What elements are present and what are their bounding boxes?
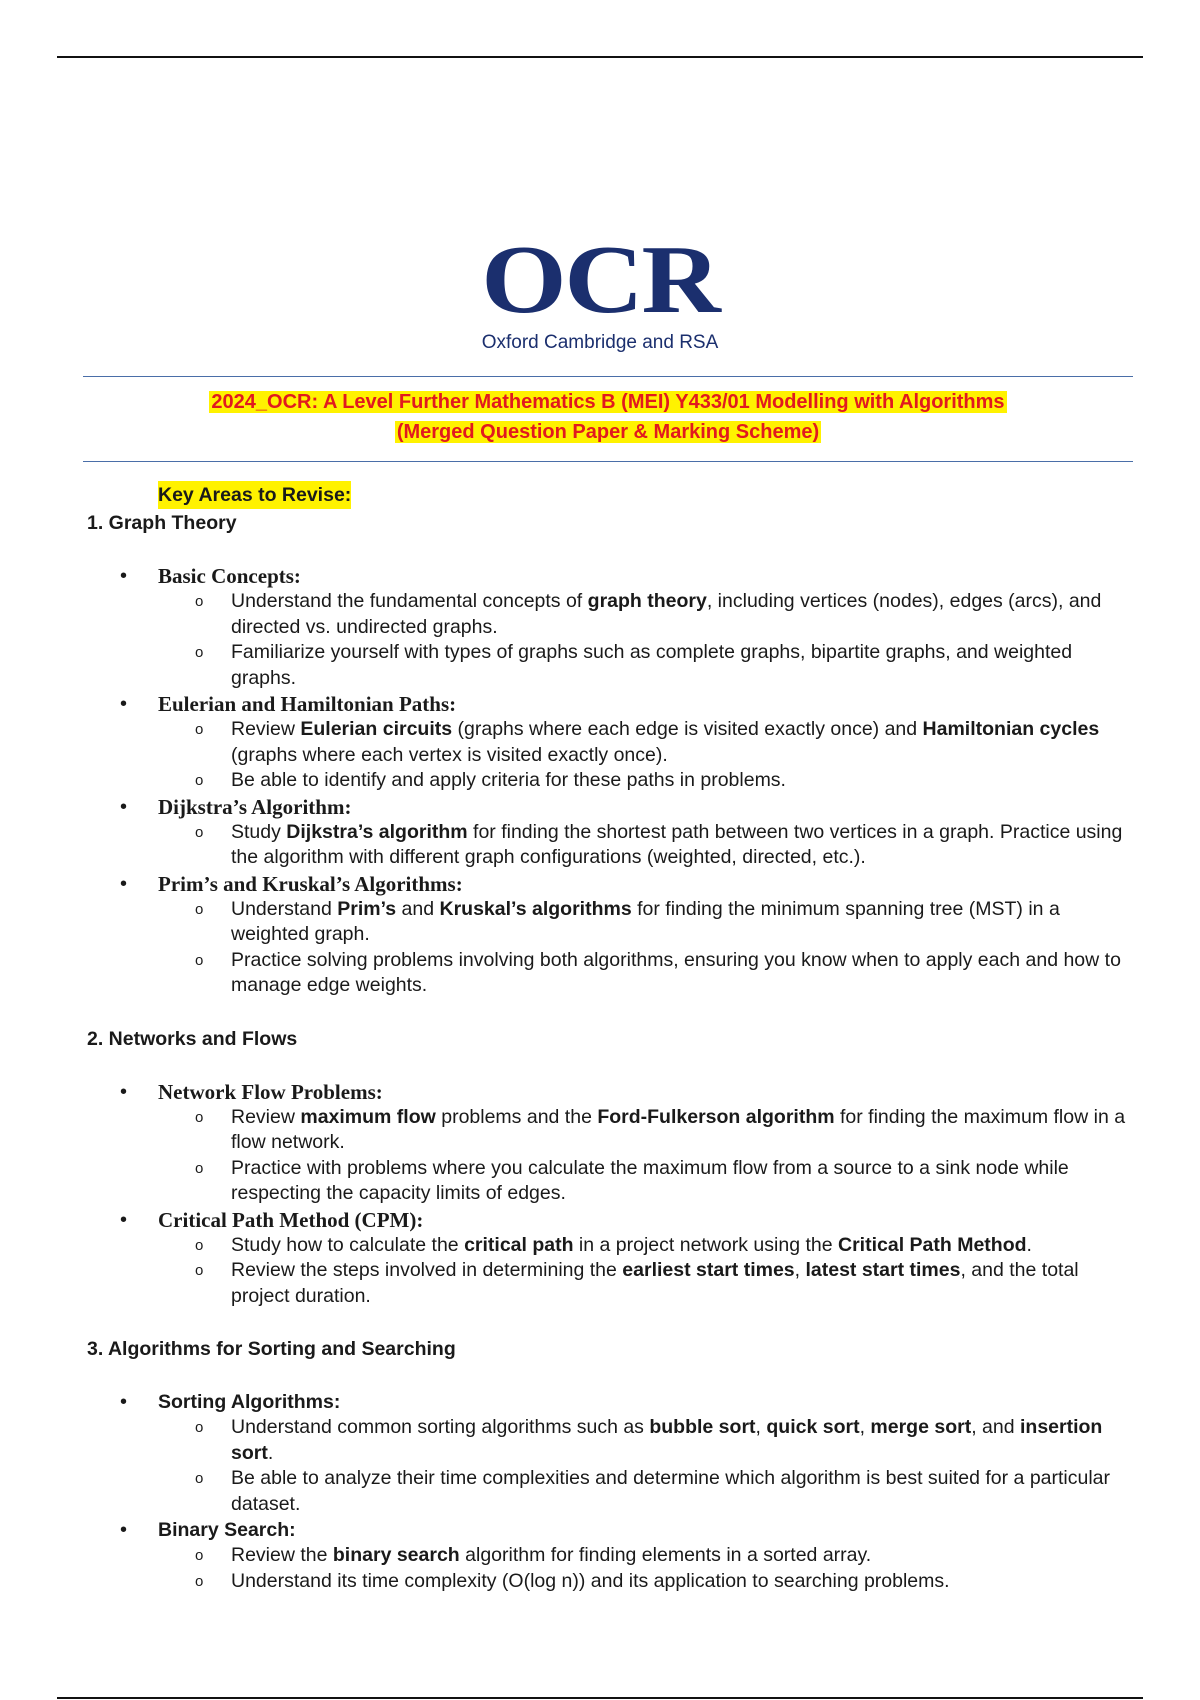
subpoint-text: Review the	[231, 1544, 333, 1566]
topic-item	[87, 1207, 1137, 1310]
subpoint-text: ,	[859, 1416, 871, 1438]
subpoint	[158, 820, 1137, 871]
title-rule-top	[83, 376, 1133, 377]
topic-title-text: Critical Path Method (CPM)	[158, 1207, 417, 1232]
topic-item	[87, 563, 1137, 691]
subpoint-text: in a project network using the	[573, 1233, 838, 1256]
subpoint	[158, 1105, 1137, 1156]
subpoint-text: for finding the shortest path between two vertices in a graph. Practice using the algorithm with different graph configurations (weighted, directed, etc.).	[231, 820, 1123, 868]
bottom-rule	[57, 1697, 1143, 1699]
topic-title: • Dijkstra’s Algorithm:	[158, 794, 352, 819]
subpoint-text: and	[396, 897, 440, 920]
title-rule-bottom	[83, 461, 1133, 462]
subpoint-list	[158, 1543, 1137, 1594]
emphasis: maximum flow	[300, 1105, 436, 1128]
subpoint-text: problems and the	[435, 1105, 598, 1128]
emphasis: Kruskal’s algorithms	[439, 897, 632, 920]
subpoint-list	[158, 897, 1137, 999]
emphasis: merge sort	[870, 1416, 972, 1438]
topic-item	[87, 871, 1137, 999]
subpoint-text: (graphs where each edge is visited exactly once) and	[452, 718, 923, 740]
subpoint	[158, 589, 1137, 640]
section-heading: 1. Graph Theory	[87, 512, 237, 534]
subpoint-text: Review	[231, 718, 301, 740]
emphasis: Prim’s	[337, 897, 397, 920]
topic-title-text: Sorting Algorithms	[158, 1391, 334, 1413]
topic-list	[87, 1389, 1137, 1594]
emphasis: binary search	[332, 1544, 460, 1566]
subpoint-text: ,	[755, 1416, 767, 1438]
section-gap	[87, 537, 1137, 563]
section-gap	[87, 1363, 1137, 1389]
subpoint-text: Practice with problems where you calculate the maximum flow from a source to a sink node while respecting the capacity limits of edges.	[231, 1156, 1069, 1204]
emphasis: Ford-Fulkerson algorithm	[597, 1105, 835, 1128]
emphasis: earliest start times	[622, 1259, 795, 1281]
subpoint	[158, 1258, 1137, 1309]
topic-title-text: Binary Search	[158, 1519, 290, 1541]
topic-title: • Prim’s and Kruskal’s Algorithms:	[158, 871, 463, 896]
subpoint-text: , and	[971, 1416, 1020, 1438]
subpoint-list	[158, 1415, 1137, 1517]
subpoint-list	[158, 589, 1137, 691]
logo-subtitle: Oxford Cambridge and RSA	[481, 332, 719, 353]
subpoint	[158, 640, 1137, 691]
key-areas-heading: Key Areas to Revise:	[158, 481, 351, 509]
subpoint	[158, 948, 1137, 999]
subpoint-text: Review	[231, 1105, 301, 1128]
subpoint-text: Review the steps involved in determining the	[231, 1259, 623, 1281]
subpoint-text: ,	[794, 1259, 806, 1281]
topic-title: • Basic Concepts:	[158, 564, 301, 588]
topic-title-text: Prim’s and Kruskal’s Algorithms	[158, 871, 456, 896]
section-gap	[87, 1053, 1137, 1079]
document-title	[83, 388, 1133, 448]
revision-content	[87, 481, 1137, 1594]
subpoint-text: Study how to calculate the	[231, 1233, 465, 1256]
topic-item	[87, 1389, 1137, 1517]
ocr-logo	[440, 226, 760, 354]
topic-item	[87, 691, 1137, 794]
emphasis: Eulerian circuits	[300, 718, 453, 740]
topic-title: • Binary Search:	[158, 1519, 296, 1541]
subpoint	[158, 1415, 1137, 1466]
subpoint-text: Understand the fundamental concepts of	[231, 590, 588, 612]
emphasis: Hamiltonian cycles	[922, 718, 1100, 740]
subpoint-text: Be able to identify and apply criteria for these paths in problems.	[231, 769, 786, 791]
subpoint-list	[158, 820, 1137, 871]
subpoint-text: for finding the maximum flow in a flow network.	[231, 1105, 1126, 1153]
subpoint	[158, 1466, 1137, 1517]
topic-list	[87, 563, 1137, 999]
subpoint-list	[158, 1105, 1137, 1207]
subpoint-text: , including vertices (nodes), edges (arcs), and directed vs. undirected graphs.	[231, 590, 1102, 638]
subpoint	[158, 1156, 1137, 1207]
title-line-1: 2024_OCR: A Level Further Mathematics B (MEI) Y433/01 Modelling with Algorithms	[211, 391, 1005, 413]
topic-item	[87, 1079, 1137, 1207]
emphasis: quick sort	[766, 1416, 860, 1438]
section-gap	[87, 1309, 1137, 1335]
topic-item	[87, 1517, 1137, 1594]
logo-wordmark: OCR	[481, 226, 719, 334]
topic-title: • Sorting Algorithms:	[158, 1391, 341, 1413]
subpoint-text: Practice solving problems involving both algorithms, ensuring you know when to apply each and how to manage edge weights.	[231, 948, 1121, 996]
subpoint	[158, 768, 1137, 794]
topic-item	[87, 794, 1137, 871]
section-heading: 3. Algorithms for Sorting and Searching	[87, 1338, 456, 1360]
top-rule	[57, 56, 1143, 58]
subpoint-text: algorithm for finding elements in a sorted array.	[459, 1544, 872, 1566]
subpoint-text: Study	[231, 820, 287, 843]
subpoint-text: (graphs where each vertex is visited exactly once).	[231, 743, 668, 766]
topic-title-text: Basic Concepts	[158, 564, 294, 588]
subpoint	[158, 717, 1137, 768]
title-line-2: (Merged Question Paper & Marking Scheme)	[396, 421, 820, 443]
emphasis: bubble sort	[649, 1416, 756, 1438]
emphasis: critical path	[464, 1233, 574, 1256]
topic-title: • Network Flow Problems:	[158, 1079, 383, 1104]
subpoint-list	[158, 717, 1137, 794]
emphasis: insertion sort	[231, 1416, 1103, 1464]
topic-title: • Critical Path Method (CPM):	[158, 1207, 424, 1232]
subpoint-text: Understand	[231, 897, 338, 920]
subpoint-text: Be able to analyze their time complexities and determine which algorithm is best suited for a particular dataset.	[231, 1467, 1111, 1515]
topic-title-text: Dijkstra’s Algorithm	[158, 794, 345, 819]
subpoint-text: Familiarize yourself with types of graphs such as complete graphs, bipartite graphs, and weighted graphs.	[231, 641, 1073, 689]
subpoint-text: .	[1026, 1233, 1032, 1256]
subpoint	[158, 1233, 1137, 1259]
emphasis: graph theory	[587, 590, 707, 612]
subpoint-text: for finding the minimum spanning tree (MST) in a weighted graph.	[231, 897, 1060, 945]
topic-title-text: Eulerian and Hamiltonian Paths	[158, 692, 450, 716]
topic-list	[87, 1079, 1137, 1310]
subpoint-text: , and the total project duration.	[231, 1259, 1079, 1307]
section-gap	[87, 999, 1137, 1025]
subpoint	[158, 1569, 1137, 1595]
section-heading: 2. Networks and Flows	[87, 1027, 298, 1050]
subpoint-list	[158, 1233, 1137, 1310]
emphasis: Critical Path Method	[838, 1233, 1027, 1256]
sections-container	[87, 509, 1137, 1594]
emphasis: latest start times	[805, 1259, 961, 1281]
subpoint	[158, 897, 1137, 948]
topic-title-text: Network Flow Problems	[158, 1079, 376, 1104]
subpoint	[158, 1543, 1137, 1569]
topic-title: • Eulerian and Hamiltonian Paths:	[158, 692, 457, 716]
subpoint-text: .	[267, 1441, 274, 1464]
subpoint-text: Understand its time complexity (O(log n)) and its application to searching problems.	[231, 1569, 950, 1592]
subpoint-text: Understand common sorting algorithms such as	[231, 1416, 650, 1438]
emphasis: Dijkstra’s algorithm	[286, 820, 468, 843]
